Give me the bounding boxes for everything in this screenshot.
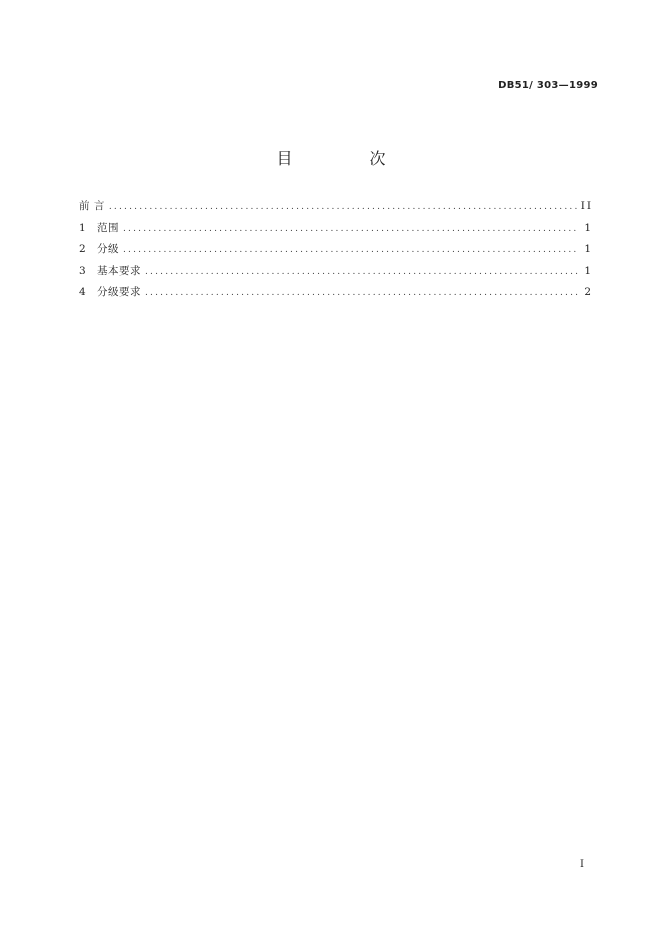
toc-label: 基本要求 bbox=[97, 264, 141, 277]
page-title: 目 次 bbox=[276, 149, 422, 168]
toc-entry-basic-requirements[interactable] bbox=[79, 263, 593, 285]
toc-entry-preface[interactable] bbox=[79, 198, 593, 220]
toc-page: 2 bbox=[584, 286, 593, 298]
toc-number: 4 bbox=[79, 286, 86, 298]
document-code: DB51/ 303—1999 bbox=[498, 80, 598, 91]
toc-number: 1 bbox=[79, 221, 86, 234]
toc-page: II bbox=[580, 200, 593, 212]
toc-leader-dots bbox=[145, 267, 579, 277]
toc-page: 1 bbox=[584, 221, 593, 234]
toc-label: 前 言 bbox=[79, 200, 105, 212]
toc-label: 范围 bbox=[97, 221, 119, 234]
toc-page: 1 bbox=[584, 264, 593, 277]
toc-leader-dots bbox=[109, 202, 577, 212]
table-of-contents bbox=[79, 198, 593, 306]
toc-number: 3 bbox=[79, 264, 86, 277]
toc-entry-grading[interactable] bbox=[79, 241, 593, 263]
toc-entry-grading-requirements[interactable] bbox=[79, 284, 593, 306]
toc-label: 分级 bbox=[97, 243, 119, 255]
toc-leader-dots bbox=[123, 224, 579, 234]
page-number: I bbox=[580, 859, 584, 870]
toc-page: 1 bbox=[584, 243, 593, 255]
toc-leader-dots bbox=[123, 245, 579, 255]
toc-number: 2 bbox=[79, 243, 86, 255]
toc-leader-dots bbox=[145, 288, 579, 298]
toc-entry-scope[interactable] bbox=[79, 220, 593, 242]
toc-label: 分级要求 bbox=[97, 286, 141, 298]
